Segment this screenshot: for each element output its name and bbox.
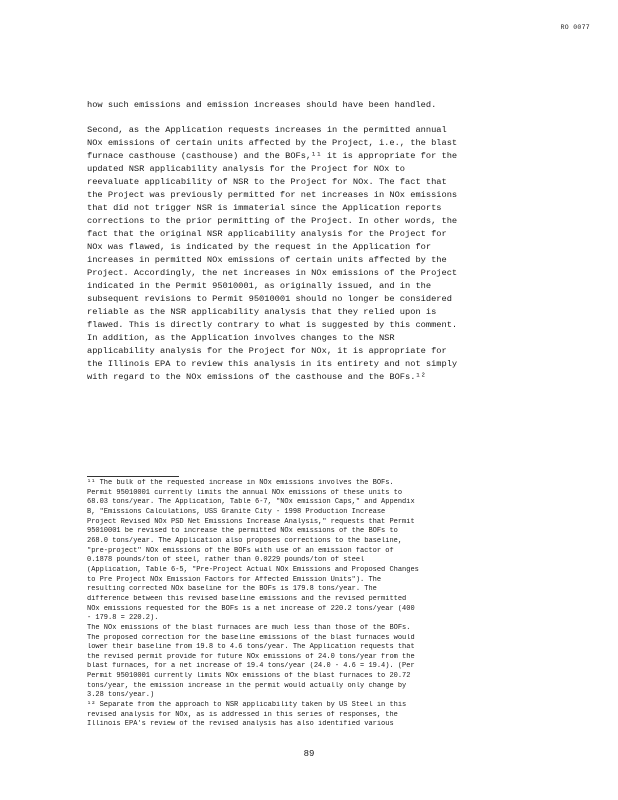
page-number: 89 <box>303 749 315 759</box>
footnote-line: to Pre Project NOx Emission Factors for Affected Emission Units"). The <box>87 575 382 584</box>
footnote-line: Permit 95010001 currently limits NOx emissions of the blast furnaces to 20.72 <box>87 672 411 681</box>
paragraph <box>87 99 535 112</box>
footnote-line: 3.28 tons/year.) <box>87 691 155 700</box>
text-line: subsequent revisions to Permit 95010001 should no longer be considered <box>87 294 452 304</box>
text-line: flawed. This is directly contrary to what is suggested by this comment. <box>87 320 458 330</box>
text-line: the Illinois EPA to review this analysis in its entirety and not simply <box>87 359 458 369</box>
footnote-line: NOx emissions requested for the BOFs is a net increase of 220.2 tons/year (400 <box>87 604 415 613</box>
text-line: NOx was flawed, is indicated by the request in the Application for <box>87 242 432 252</box>
body-text <box>87 99 535 384</box>
footnote-line: B, "Emissions Calculations, USS Granite City - 1998 Production Increase <box>87 507 386 516</box>
footnote-line: The NOx emissions of the blast furnaces are much less than those of the BOFs. <box>87 623 411 632</box>
footnote-line: tons/year, the emission increase in the permit would actually only change by <box>87 681 407 690</box>
footnote-line: difference between this revised baseline emissions and the revised permitted <box>87 594 407 603</box>
text-line: furnace casthouse (casthouse) and the BOFs,¹¹ it is appropriate for the <box>87 151 458 161</box>
footnote-line: 95010001 be revised to increase the permitted NOx emissions of the BOFs to <box>87 527 398 536</box>
footnote-line: - 179.8 = 220.2). <box>87 614 159 623</box>
text-line: how such emissions and emission increases should have been handled. <box>87 100 437 110</box>
footnote-line: 268.0 tons/year. The Application also proposes corrections to the baseline, <box>87 536 403 545</box>
text-line: In addition, as the Application involves changes to the NSR <box>87 333 395 343</box>
footnote-12 <box>87 701 535 730</box>
footnote-line: Permit 95010001 currently limits the annual NOx emissions of these units to <box>87 488 403 497</box>
footnote-line: ¹² Separate from the approach to NSR applicability taken by US Steel in this <box>87 701 407 710</box>
footnote-line: the revised permit provide for future NOx emissions of 24.0 tons/year from the <box>87 652 415 661</box>
footnote-11-continued <box>87 624 535 701</box>
footnote-line: (Application, Table 6-5, "Pre-Project Actual NOx Emissions and Proposed Changes <box>87 565 419 574</box>
footnote-line: 0.1878 pounds/ton of steel, rather than 0.0229 pounds/ton of steel <box>87 556 365 565</box>
text-line: the Project was previously permitted for net increases in NOx emissions <box>87 190 458 200</box>
footnote-line: "pre-project" NOx emissions of the BOFs with use of an emission factor of <box>87 546 394 555</box>
text-line: applicability analysis for the Project for NOx, it is appropriate for <box>87 346 447 356</box>
footnote-line: blast furnaces, for a net increase of 19.4 tons/year (24.0 - 4.6 = 19.4). (Per <box>87 662 415 671</box>
footnote-line: ¹¹ The bulk of the requested increase in NOx emissions involves the BOFs. <box>87 479 394 487</box>
footnote-line: Illinois EPA's review of the revised analysis has also identified various <box>87 720 394 729</box>
footnote-line: resulting corrected NOx baseline for the BOFs is 179.8 tons/year. The <box>87 585 377 594</box>
text-line: NOx emissions of certain units affected by the Project, i.e., the blast <box>87 138 458 148</box>
text-line: indicated in the Permit 95010001, as originally issued, and in the <box>87 281 432 291</box>
text-line: Project. Accordingly, the net increases in NOx emissions of the Project <box>87 268 458 278</box>
text-line: increases in permitted NOx emissions of certain units affected by the <box>87 255 447 265</box>
footnote-line: Project Revised NOx PSD Net Emissions Increase Analysis," requests that Permit <box>87 517 415 526</box>
text-line: reevaluate applicability of NSR to the Project for NOx. The fact that <box>87 177 447 187</box>
text-line: fact that the original NSR applicability analysis for the Project for <box>87 229 447 239</box>
footnote-line: lower their baseline from 19.8 to 4.6 tons/year. The Application requests that <box>87 643 415 652</box>
text-line: Second, as the Application requests increases in the permitted annual <box>87 125 447 135</box>
footnote-divider <box>87 476 179 477</box>
document-id: RO 0077 <box>560 24 590 31</box>
footnote-line: 68.03 tons/year. The Application, Table 6-7, "NOx emission Caps," and Appendix <box>87 498 415 507</box>
text-line: with regard to the NOx emissions of the casthouse and the BOFs.¹² <box>87 372 426 382</box>
footnote-line: revised analysis for NOx, as is addressed in this series of responses, the <box>87 710 398 719</box>
footnote-line: The proposed correction for the baseline emissions of the blast furnaces would <box>87 633 415 642</box>
footnote-11 <box>87 479 535 624</box>
paragraph <box>87 124 535 384</box>
footnotes <box>87 479 535 730</box>
text-line: reliable as the NSR applicability analysis that they relied upon is <box>87 307 437 317</box>
text-line: that did not trigger NSR is immaterial since the Application reports <box>87 203 442 213</box>
text-line: corrections to the prior permitting of the Project. In other words, the <box>87 216 458 226</box>
text-line: updated NSR applicability analysis for the Project for NOx to <box>87 164 406 174</box>
